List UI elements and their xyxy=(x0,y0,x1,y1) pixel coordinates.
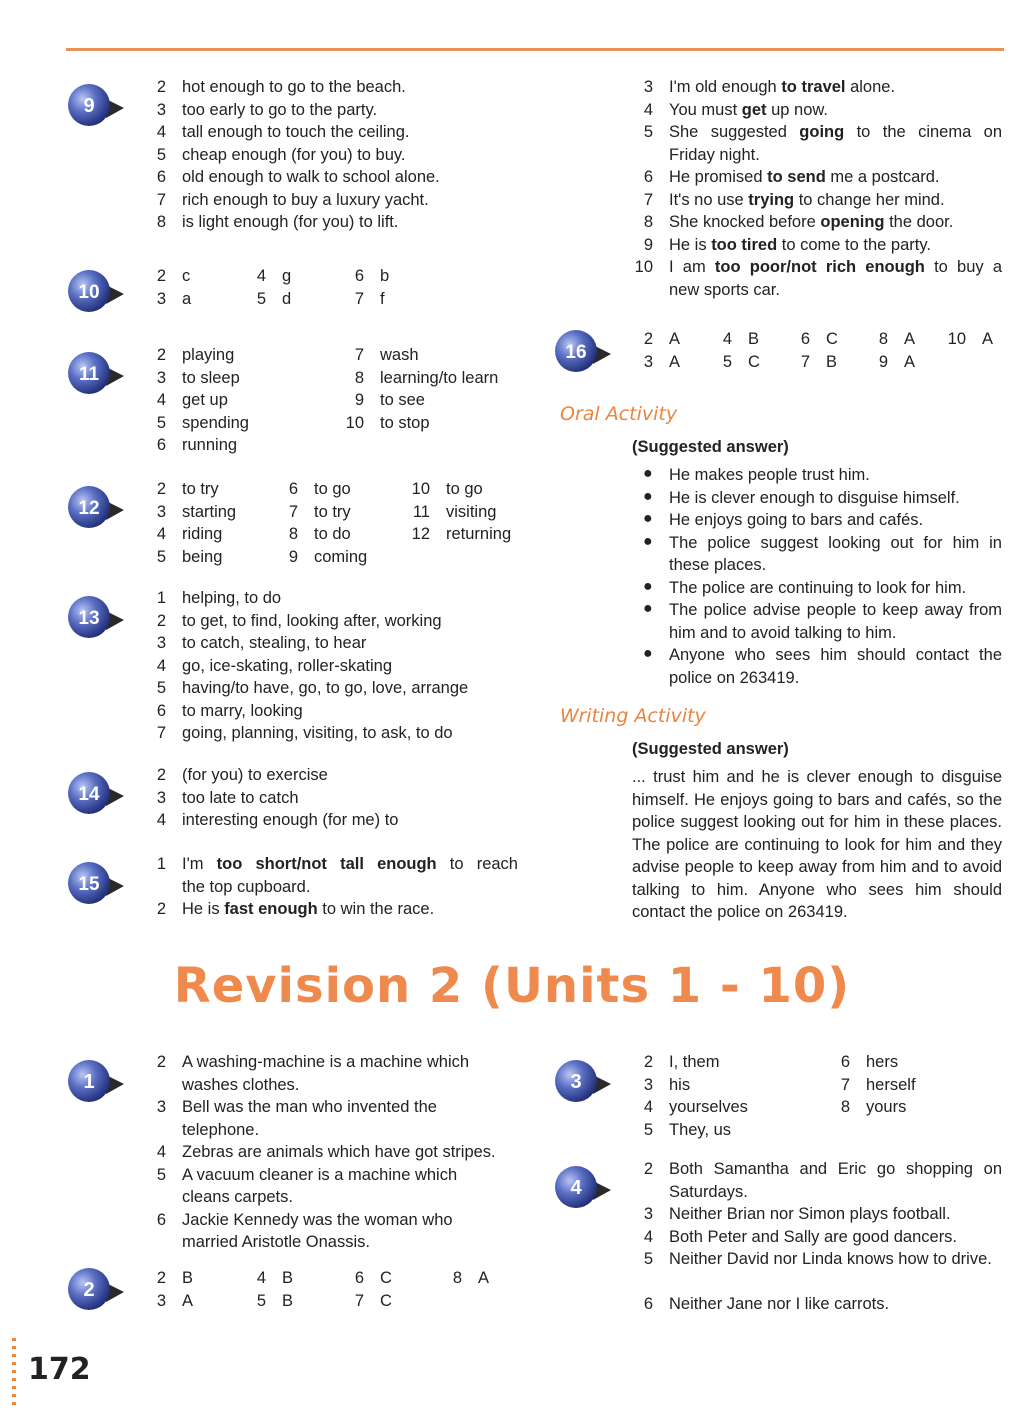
answer-line: rich enough to buy a luxury yacht. xyxy=(182,190,429,209)
revision-4-badge xyxy=(553,1164,603,1210)
exercise-14-badge xyxy=(66,770,116,816)
svg-text:12: 12 xyxy=(78,498,100,519)
exercise-11-badge xyxy=(66,350,116,396)
answer-line: is light enough (for you) to lift. xyxy=(182,213,399,231)
answer-line: hot enough to go to the beach. xyxy=(182,78,406,96)
answer-line: He is fast enough to win the race. xyxy=(182,900,435,918)
suggested-answer-label: (Suggested answer) xyxy=(632,438,789,456)
answer-line: cheap enough (for you) to buy. xyxy=(182,145,406,164)
answer-line: tall enough to touch the ceiling. xyxy=(182,123,410,141)
exercise-13-badge xyxy=(66,594,116,640)
writing-activity-text: ... trust him and he is clever enough to disguise himself. He enjoys going to bars and cafés, so the police suggest looking out for him in these places. The police are continuing to look for him and they advise people to keep away from him and to avoid talking to him. Anyone who sees him should contact the police on 263419. xyxy=(632,768,1002,921)
svg-text:3: 3 xyxy=(570,1071,582,1093)
exercise-16-badge xyxy=(553,328,603,374)
revision-2-badge xyxy=(66,1266,116,1312)
revision-3-badge xyxy=(553,1058,603,1104)
answer-line: too early to go to the party. xyxy=(182,100,378,119)
margin-dots xyxy=(12,1338,16,1408)
svg-text:1: 1 xyxy=(83,1071,95,1093)
svg-text:13: 13 xyxy=(78,608,100,629)
svg-text:10: 10 xyxy=(78,282,100,303)
svg-text:15: 15 xyxy=(78,874,100,895)
revision-1-badge xyxy=(66,1058,116,1104)
svg-text:4: 4 xyxy=(570,1177,582,1199)
svg-text:9: 9 xyxy=(83,95,95,117)
exercise-10-badge xyxy=(66,268,116,314)
svg-text:14: 14 xyxy=(78,784,100,805)
revision-title: Revision 2 (Units 1 - 10) xyxy=(173,958,851,1014)
exercise-15-badge xyxy=(66,860,116,906)
oral-activity-heading: Oral Activity xyxy=(560,403,678,425)
top-rule xyxy=(66,48,1004,51)
svg-text:2: 2 xyxy=(83,1279,95,1301)
suggested-answer-label: (Suggested answer) xyxy=(632,740,789,758)
writing-activity-heading: Writing Activity xyxy=(560,705,706,727)
exercise-12-badge xyxy=(66,484,116,530)
answer-line: I'm too short/not tall enough to reach xyxy=(182,855,518,873)
exercise-9-badge xyxy=(66,82,116,128)
page-number: 172 xyxy=(28,1352,91,1387)
answer-line: old enough to walk to school alone. xyxy=(182,168,440,186)
svg-text:16: 16 xyxy=(565,342,587,363)
svg-text:11: 11 xyxy=(78,364,100,385)
